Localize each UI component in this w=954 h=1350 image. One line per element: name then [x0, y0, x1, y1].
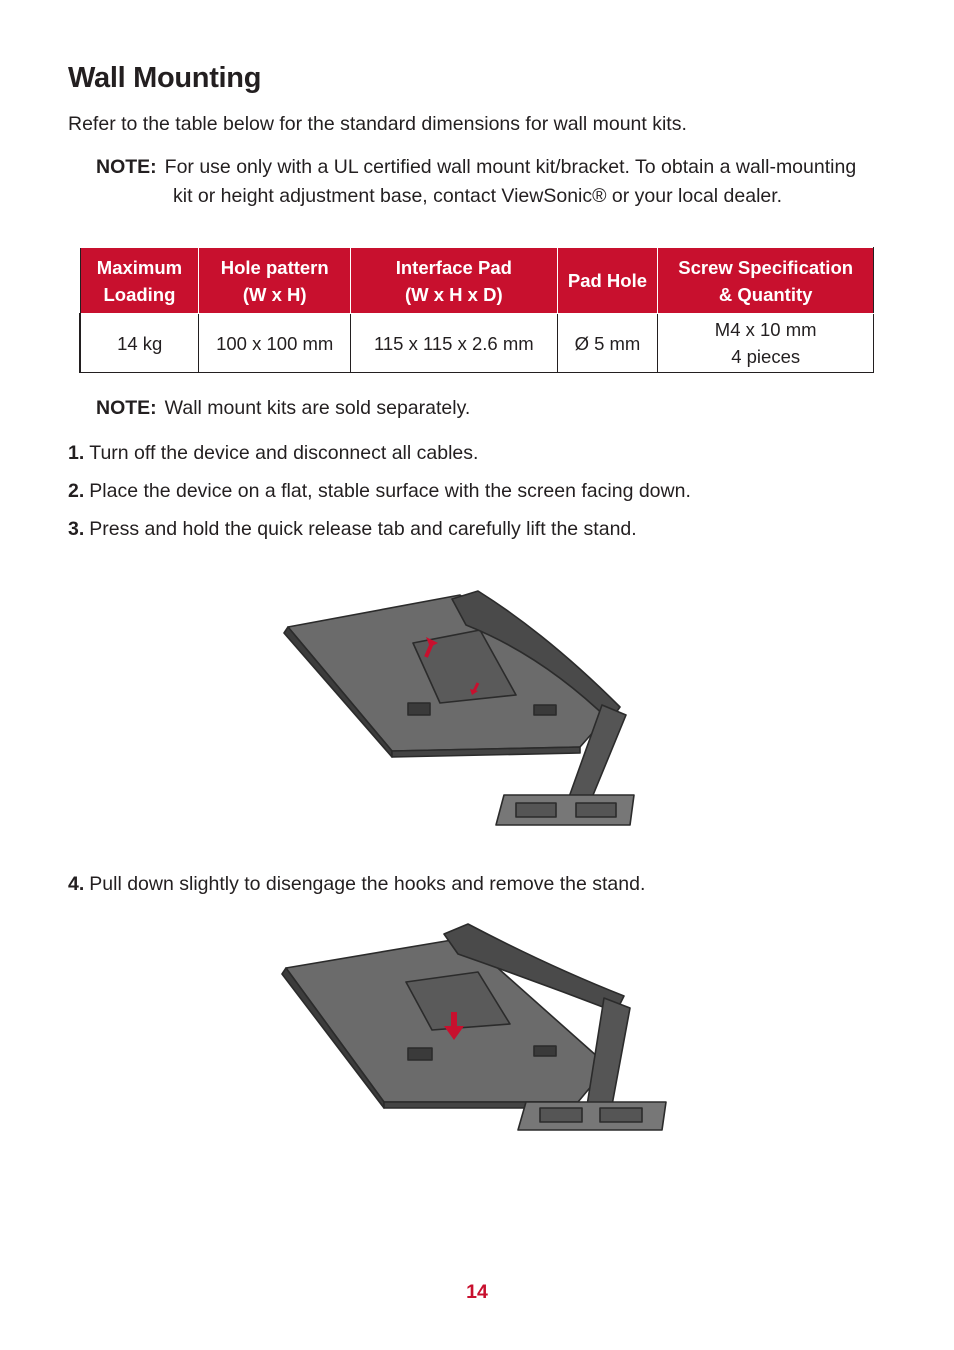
intro-text: Refer to the table below for the standard dimensions for wall mount kits.	[68, 113, 687, 135]
note-label: NOTE:	[96, 156, 157, 178]
step-3: 3. Press and hold the quick release tab and carefully lift the stand.	[68, 518, 637, 540]
note-label: NOTE:	[96, 397, 157, 419]
cell-interface-pad: 115 x 115 x 2.6 mm	[351, 314, 558, 373]
cell-screw-spec: M4 x 10 mm 4 pieces	[658, 314, 874, 373]
step-2: 2. Place the device on a flat, stable surface with the screen facing down.	[68, 480, 691, 502]
wall-mount-spec-table	[79, 247, 874, 373]
table-header-row	[80, 248, 874, 314]
page-title: Wall Mounting	[68, 62, 262, 94]
step-1: 1. Turn off the device and disconnect all cables.	[68, 442, 479, 464]
illustration-remove-stand	[278, 920, 678, 1135]
step-4: 4. Pull down slightly to disengage the hooks and remove the stand.	[68, 873, 646, 895]
header-max-loading: Maximum Loading	[80, 248, 199, 314]
note-text: For use only with a UL certified wall mount kit/bracket. To obtain a wall-mounting kit or height adjustment base, contact ViewSonic® or your local dealer.	[164, 156, 857, 207]
header-hole-pattern: Hole pattern (W x H)	[199, 248, 351, 314]
illustration-lift-stand	[280, 585, 690, 830]
page-number: 14	[466, 1281, 488, 1303]
header-interface-pad: Interface Pad (W x H x D)	[351, 248, 558, 314]
cell-max-loading: 14 kg	[80, 314, 199, 373]
note-sold-separately	[96, 394, 876, 423]
header-pad-hole: Pad Hole	[557, 248, 658, 314]
cell-hole-pattern: 100 x 100 mm	[199, 314, 351, 373]
note-text: Wall mount kits are sold separately.	[164, 397, 471, 419]
table-row	[80, 314, 874, 373]
cell-pad-hole: Ø 5 mm	[557, 314, 658, 373]
note-ul-certified	[96, 153, 876, 211]
header-screw-spec: Screw Specification & Quantity	[658, 248, 874, 314]
